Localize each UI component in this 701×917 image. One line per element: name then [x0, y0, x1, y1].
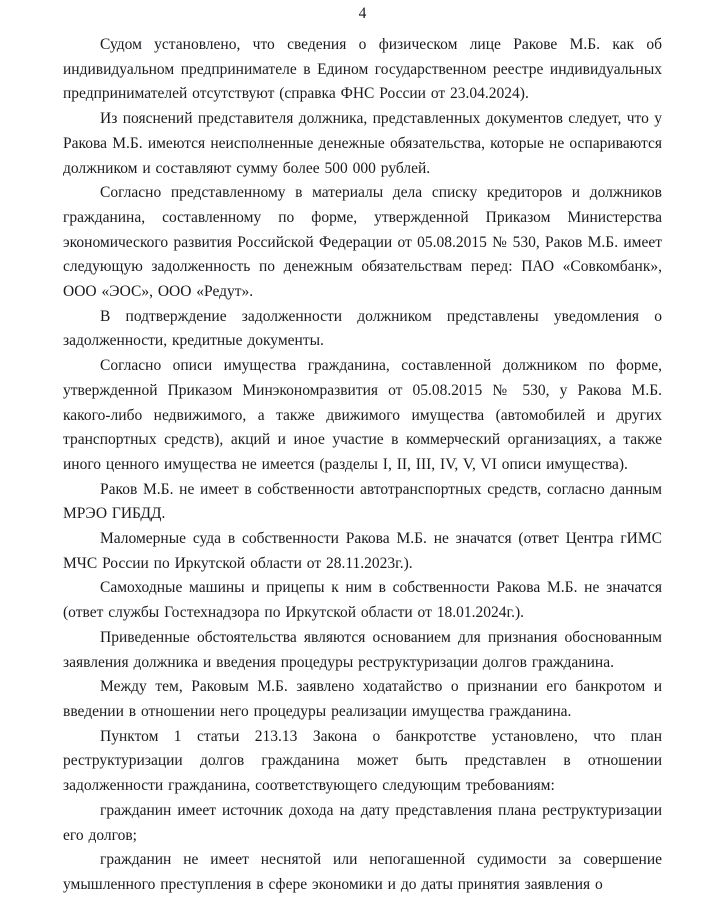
paragraph: гражданин имеет источник дохода на дату представления плана реструктуризации его долгов; [63, 801, 662, 844]
paragraph: Из пояснений представителя должника, представленных документов следует, что у Ракова М.Б. имеются неисполненные денежные обязательства, которые не оспариваются должником и составляют сумму более 500 000 рублей. [63, 110, 662, 177]
paragraph: Маломерные суда в собственности Ракова М.Б. не значатся (ответ Центра гИМС МЧС России по Иркутской области от 28.11.2023г.). [63, 530, 662, 572]
paragraph: Пунктом 1 статьи 213.13 Закона о банкротстве установлено, что план реструктуризации долгов гражданина может быть представлен в отношении задолженности гражданина, соответствующего следующим требованиям: [63, 727, 662, 795]
paragraph: Между тем, Раковым М.Б. заявлено ходатайство о признании его банкротом и введении в отношении него процедуры реализации имущества гражданина. [63, 678, 662, 720]
paragraph: гражданин не имеет неснятой или непогашенной судимости за совершение умышленного преступления в сфере экономики и до даты принятия заявления о [63, 851, 662, 893]
paragraph: В подтверждение задолженности должником представлены уведомления о задолженности, кредитные документы. [63, 307, 662, 350]
paragraph: Приведенные обстоятельства являются основанием для признания обоснованным заявления должника и введения процедуры реструктуризации долгов гражданина. [63, 628, 662, 671]
paragraph: Раков М.Б. не имеет в собственности автотранспортных средств, согласно данным МРЭО ГИБДД. [63, 480, 662, 523]
document-body [63, 33, 662, 898]
paragraph: Согласно описи имущества гражданина, составленной должником по форме, утвержденной Приказом Минэкономразвития от 05.08.2015 № 530, у Ракова М.Б. какого-либо недвижимого, а также движимого имущества (автомобилей и других транспортных средств), акций и иное участие в коммерческий организациях, а также иного ценного имущества не имеется (разделы I, II, III, IV, V, VI описи имущества). [63, 357, 662, 473]
paragraph: Судом установлено, что сведения о физическом лице Ракове М.Б. как об индивидуальном предпринимателе в Едином государственном реестре индивидуальных предпринимателей отсутствуют (справка ФНС России от 23.04.2024). [63, 36, 662, 103]
paragraph: Самоходные машины и прицепы к ним в собственности Ракова М.Б. не значатся (ответ службы Гостехнадзора по Иркутской области от 18.01.2024г.). [63, 579, 662, 622]
paragraph: Согласно представленному в материалы дела списку кредиторов и должников гражданина, составленному по форме, утвержденной Приказом Министерства экономического развития Российской Федерации от 05.08.2015 № 530, Раков М.Б. имеет следующую задолженность по денежным обязательствам перед: ПАО «Совкомбанк», ООО «ЭОС», ООО «Редут». [63, 184, 662, 301]
page-number: 4 [358, 5, 367, 22]
